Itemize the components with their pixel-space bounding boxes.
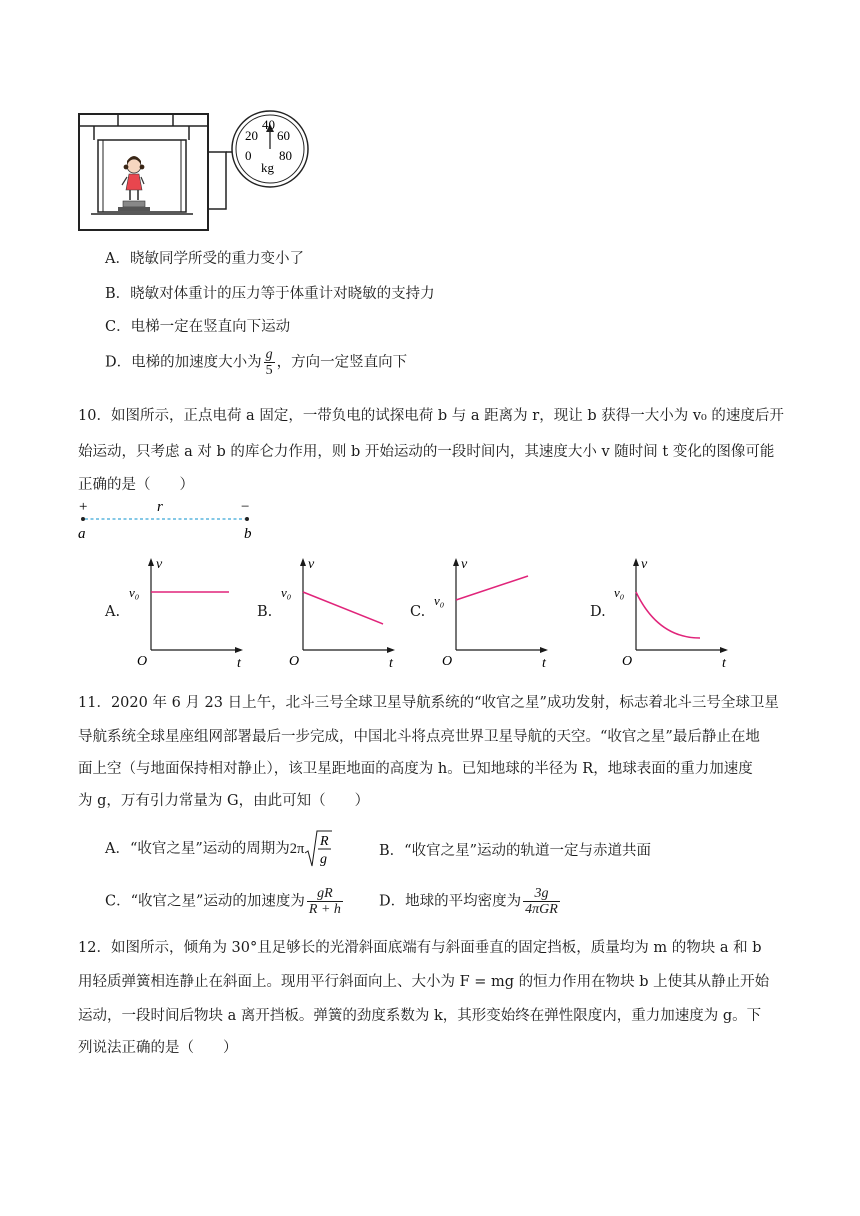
q12-stem-line4: 列说法正确的是（ ） bbox=[78, 1040, 238, 1056]
vt-graph-b bbox=[279, 550, 399, 668]
q11-stem-line3: 面上空（与地面保持相对静止），该卫星距地面的高度为 h。已知地球的半径为 R，地球表面的重力加速度 bbox=[78, 761, 753, 777]
origin-label: O bbox=[622, 654, 633, 668]
x-axis-label: t bbox=[237, 656, 241, 668]
vt-curve bbox=[636, 592, 700, 638]
q11-option-d-text: D．地球的平均密度为 bbox=[379, 893, 522, 910]
q10-stem-line2: 始运动，只考虑 a 对 b 的库仑力作用，则 b 开始运动的一段时间内，其速度大小 v 随时间 t 变化的图像可能 bbox=[78, 444, 775, 460]
vt-curve bbox=[456, 576, 528, 600]
y-axis-arrow bbox=[633, 558, 639, 566]
q11-option-a[interactable] bbox=[105, 829, 332, 869]
q10-option-label-d[interactable]: D. bbox=[590, 604, 606, 620]
q11-option-b[interactable]: B．“收官之星”运动的轨道一定与赤道共面 bbox=[379, 843, 651, 859]
q11-option-c[interactable] bbox=[105, 886, 345, 917]
scale-tick-0: 0 bbox=[245, 148, 252, 163]
sqrt-symbol bbox=[304, 829, 332, 869]
q9-option-b[interactable]: B．晓敏对体重计的压力等于体重计对晓敏的支持力 bbox=[105, 286, 435, 302]
y-axis-arrow bbox=[300, 558, 306, 566]
v0-label: v₀ bbox=[281, 585, 292, 600]
girl-icon bbox=[122, 156, 144, 200]
q11-stem-line4: 为 g，万有引力常量为 G，由此可知（ ） bbox=[78, 793, 370, 809]
fraction: $\frac{3g}{\text{4πGR}}$ bbox=[525, 886, 558, 917]
charge-a-label: a bbox=[78, 526, 86, 542]
scale-unit: kg bbox=[261, 160, 274, 175]
elevator-figure bbox=[78, 104, 318, 234]
q9-option-c[interactable]: C．电梯一定在竖直向下运动 bbox=[105, 319, 291, 335]
vt-curve bbox=[303, 592, 383, 624]
q10-option-label-c[interactable]: C. bbox=[410, 604, 426, 620]
coefficient: 2π bbox=[289, 841, 305, 857]
origin-label: O bbox=[442, 654, 453, 668]
y-axis-label: v bbox=[156, 557, 163, 572]
charge-b-label: b bbox=[244, 526, 252, 542]
q9-option-d-text-2: ，方向一定竖直向下 bbox=[276, 354, 408, 371]
q9-option-a[interactable]: A．晓敏同学所受的重力变小了 bbox=[105, 251, 304, 267]
q12-stem-line2: 用轻质弹簧相连静止在斜面上。现用平行斜面向上、大小为 F = mg 的恒力作用在物块 b 上使其从静止开始 bbox=[78, 974, 770, 990]
origin-label: O bbox=[137, 654, 148, 668]
y-axis-label: v bbox=[308, 557, 315, 572]
q12-stem-line1: 12．如图所示，倾角为 30°且足够长的光滑斜面底端有与斜面垂直的固定挡板，质量均为 m 的物块 a 和 b bbox=[78, 940, 762, 956]
origin-label: O bbox=[289, 654, 300, 668]
q10-option-label-a[interactable]: A. bbox=[105, 604, 121, 620]
scale-tick-20: 20 bbox=[245, 128, 258, 143]
y-axis-label: v bbox=[461, 557, 468, 572]
x-axis-arrow bbox=[387, 647, 395, 653]
fraction: $\frac{gR}{R + h}$ bbox=[308, 886, 341, 917]
q12-stem-line3: 运动，一段时间后物块 a 离开挡板。弹簧的劲度系数为 k，其形变始终在弹性限度内，重力加速度为 g。下 bbox=[78, 1008, 762, 1024]
scale-tick-60: 60 bbox=[277, 128, 290, 143]
q10-option-label-b[interactable]: B. bbox=[257, 604, 273, 620]
q11-option-a-text: A．“收官之星”运动的周期为 bbox=[105, 841, 290, 857]
x-axis-label: t bbox=[389, 656, 393, 668]
q11-stem-line1: 11．2020 年 6 月 23 日上午，北斗三号全球卫星导航系统的“收官之星”成功发射，标志着北斗三号全球卫星 bbox=[78, 695, 779, 711]
y-axis-label: v bbox=[641, 557, 648, 572]
v0-label: v₀ bbox=[434, 593, 445, 608]
charge-b-sign: − bbox=[241, 499, 250, 515]
q11-stem-line2: 导航系统全球星座组网部署最后一步完成，中国北斗将点亮世界卫星导航的天空。“收官之星”最后静止在地 bbox=[78, 729, 760, 745]
svg-text:R: R bbox=[320, 834, 329, 849]
fraction: $\frac{g}{5}$ bbox=[265, 347, 273, 378]
charge-a-sign: + bbox=[79, 499, 88, 515]
scale-tick-80: 80 bbox=[279, 148, 292, 163]
vt-graph-d bbox=[612, 550, 732, 668]
x-axis-arrow bbox=[235, 647, 243, 653]
vt-graph-a bbox=[127, 550, 247, 668]
q10-stem-line1: 10．如图所示，正点电荷 a 固定，一带负电的试探电荷 b 与 a 距离为 r，现让 b 获得一大小为 v₀ 的速度后开 bbox=[78, 408, 784, 424]
v0-label: v₀ bbox=[614, 585, 625, 600]
y-axis-arrow bbox=[453, 558, 459, 566]
vt-graph-c bbox=[432, 550, 552, 668]
q10-stem-line3: 正确的是（ ） bbox=[78, 477, 194, 493]
svg-text:g: g bbox=[320, 852, 328, 867]
distance-label: r bbox=[157, 499, 163, 515]
x-axis-label: t bbox=[542, 656, 546, 668]
x-axis-arrow bbox=[720, 647, 728, 653]
y-axis-arrow bbox=[148, 558, 154, 566]
q11-option-c-text: C．“收官之星”运动的加速度为 bbox=[105, 893, 305, 910]
scale-tick-40: 40 bbox=[262, 117, 275, 132]
charge-figure bbox=[74, 498, 264, 544]
q9-option-d-text: D．电梯的加速度大小为 bbox=[105, 354, 262, 371]
q9-option-d[interactable] bbox=[105, 347, 407, 378]
x-axis-arrow bbox=[540, 647, 548, 653]
v0-label: v₀ bbox=[129, 585, 140, 600]
x-axis-label: t bbox=[722, 656, 726, 668]
q11-option-d[interactable] bbox=[379, 886, 562, 917]
